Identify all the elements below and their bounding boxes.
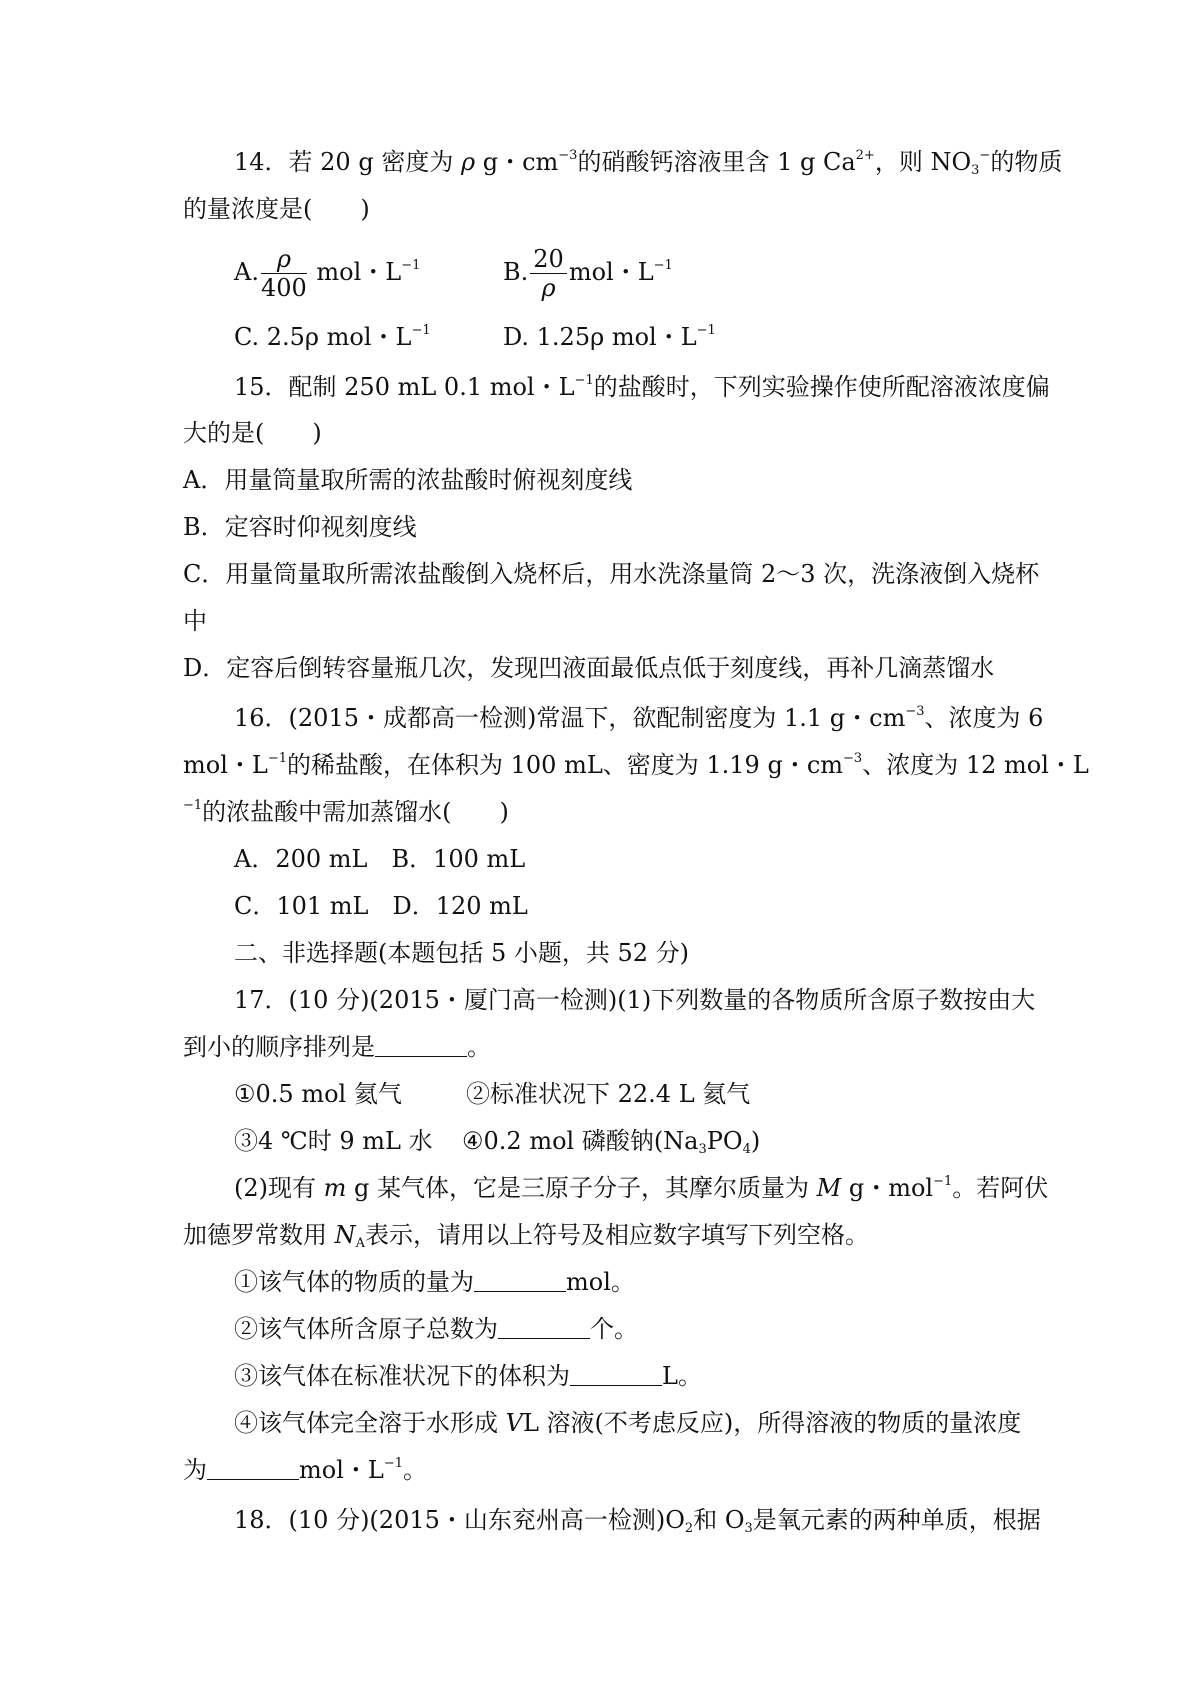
q14-option-c: C. 2.5ρ mol・$L^{-1}$ <box>234 323 431 351</box>
q16-options-ab: A．200 mL B．100 mL <box>234 845 526 873</box>
q14-option-d: D. 1.25ρ mol・$L^{-1}$ <box>503 323 716 351</box>
q15-option-c: C．用量筒量取所需浓盐酸倒入烧杯后，用水洗涤量筒 2～3 次，洗涤液倒入烧杯 <box>183 560 1040 588</box>
q16-line-3: $^{-1}$的浓盐酸中需加蒸馏水( ) <box>183 798 509 826</box>
q15-line-1: 15．配制 250 mL 0.1 mol・$L^{-1}$的盐酸时，下列实验操作使所配溶液浓度偏 <box>234 373 1050 401</box>
q14-option-a: A. $\frac{\rho}{400}$ mol・$L^{-1}$ <box>234 245 421 302</box>
answer-blank[interactable] <box>207 1457 299 1480</box>
fraction: $\frac{\rho}{400}$ <box>260 245 307 302</box>
q17-part-2-line-2: 加德罗常数用 $N_A$表示，请用以上符号及相应数字填写下列空格。 <box>183 1221 870 1251</box>
q14-option-b: B. $\frac{20}{\rho}$ mol・$L^{-1}$ <box>503 245 673 302</box>
q15-option-c-cont: 中 <box>183 607 207 635</box>
q14-line-1: 14．若 20 g 密度为 ρ g・$cm^{-3}$的硝酸钙溶液里含 1 g $Ca^{2+}$，则 $NO_3^-$的物质 <box>234 148 1063 178</box>
q17-item-2: ②标准状况下 22.4 L 氦气 <box>466 1080 751 1108</box>
q17-sub-4-cont: 为 mol・$L^{-1}$。 <box>183 1456 427 1484</box>
q15-option-a: A．用量筒量取所需的浓盐酸时俯视刻度线 <box>183 466 633 494</box>
q16-options-cd: C．101 mL D．120 mL <box>234 892 528 920</box>
answer-blank[interactable] <box>498 1316 590 1339</box>
q17-item-4: ④0.2 mol 磷酸钠$(Na_3PO_4)$ <box>462 1127 761 1157</box>
q17-item-1: ①0.5 mol 氦气 <box>234 1080 402 1108</box>
q17-sub-1: ①该气体的物质的量为 mol。 <box>234 1268 635 1296</box>
answer-blank[interactable] <box>375 1034 467 1057</box>
q16-line-1: 16．(2015・成都高一检测)常温下，欲配制密度为 1.1 g・$cm^{-3}$、浓度为 6 <box>234 704 1044 732</box>
q15-line-2: 大的是( ) <box>183 419 322 447</box>
q17-sub-3: ③该气体在标准状况下的体积为 L。 <box>234 1362 702 1390</box>
q17-part-2-line-1: (2)现有 m g 某气体，它是三原子分子，其摩尔质量为 M g・mol$^{-1}$。若阿伏 <box>234 1174 1049 1202</box>
fraction: $\frac{20}{\rho}$ <box>530 245 567 302</box>
q17-line-1: 17．(10 分)(2015・厦门高一检测)(1)下列数量的各物质所含原子数按由大 <box>234 986 1036 1014</box>
section-heading: 二、非选择题(本题包括 5 小题，共 52 分) <box>234 939 690 967</box>
q15-option-b: B．定容时仰视刻度线 <box>183 513 417 541</box>
q16-line-2: mol・$L^{-1}$的稀盐酸，在体积为 100 mL、密度为 1.19 g・$cm^{-3}$、浓度为 12 mol・L <box>183 751 1089 779</box>
q17-line-2: 到小的顺序排列是 。 <box>183 1033 491 1061</box>
q14-line-2: 的量浓度是( ) <box>183 195 370 223</box>
q15-option-d: D．定容后倒转容量瓶几次，发现凹液面最低点低于刻度线，再补几滴蒸馏水 <box>183 654 995 682</box>
answer-blank[interactable] <box>570 1363 662 1386</box>
q17-sub-4: ④该气体完全溶于水形成 VL 溶液(不考虑反应)，所得溶液的物质的量浓度 <box>234 1409 1022 1437</box>
q17-item-3: ③4 ℃时 9 mL 水 <box>234 1127 433 1155</box>
answer-blank[interactable] <box>474 1269 566 1292</box>
q17-sub-2: ②该气体所含原子总数为 个。 <box>234 1315 638 1343</box>
q18-line-1: 18．(10 分)(2015・山东兖州高一检测)$O_2$和 $O_3$是氧元素的两种单质，根据 <box>234 1506 1041 1536</box>
